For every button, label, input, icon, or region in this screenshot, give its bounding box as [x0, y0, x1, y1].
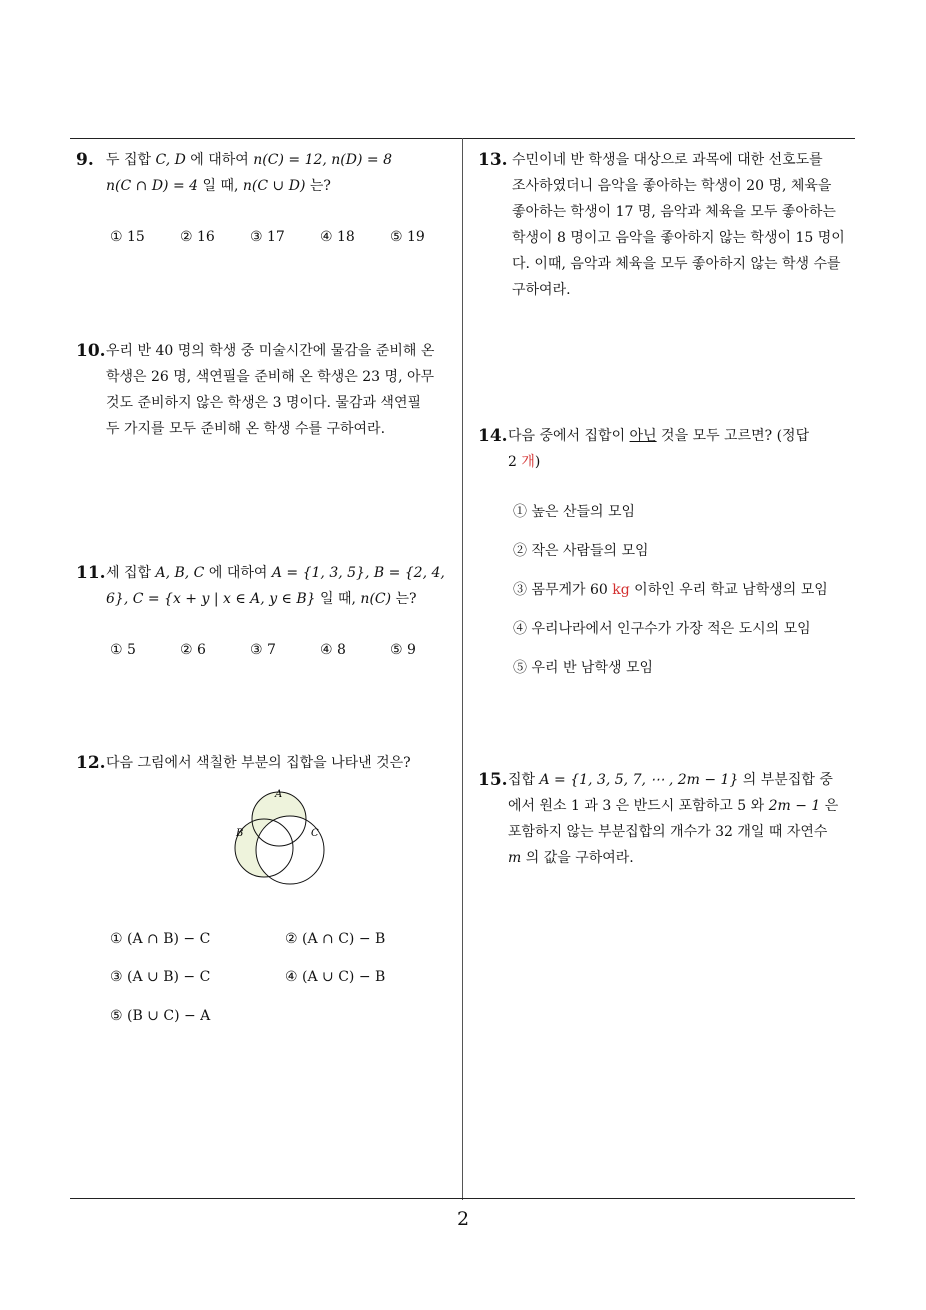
q12-options: [110, 931, 450, 1031]
answer-option[interactable]: ④ (A ∪ C) − B: [285, 969, 386, 985]
question-line: n(C ∩ D) = 4 일 때, n(C ∪ D) 는?: [106, 178, 331, 194]
answer-option[interactable]: ① 15: [110, 229, 145, 245]
question-12: [76, 750, 456, 776]
answer-option[interactable]: ④ 18: [320, 229, 355, 245]
venn-label-a: A: [275, 789, 283, 800]
question-number: 15.: [478, 770, 508, 790]
answer-option[interactable]: ③ 17: [250, 229, 285, 245]
question-line: 에서 원소 1 과 3 은 반드시 포함하고 5 와 2m − 1 은: [508, 798, 839, 814]
question-line: 우리 반 40 명의 학생 중 미술시간에 물감을 준비해 온: [106, 343, 435, 359]
answer-option[interactable]: ⑤ (B ∪ C) − A: [110, 1008, 211, 1024]
venn-label-b: B: [236, 828, 244, 839]
answer-option[interactable]: ① 높은 산들의 모임: [513, 504, 636, 520]
answer-option[interactable]: ④ 우리나라에서 인구수가 가장 적은 도시의 모임: [513, 621, 811, 637]
answer-option[interactable]: ① 5: [110, 642, 136, 658]
question-line: 2 개): [508, 454, 541, 470]
question-line: 다음 그림에서 색칠한 부분의 집합을 나타낸 것은?: [106, 755, 411, 771]
question-line: 조사하였더니 음악을 좋아하는 학생이 20 명, 체육을: [512, 178, 832, 194]
question-line: 수민이네 반 학생을 대상으로 과목에 대한 선호도를: [512, 152, 823, 168]
answer-option[interactable]: ② 16: [180, 229, 215, 245]
question-line: 세 집합 A, B, C 에 대하여 A = {1, 3, 5}, B = {2, 4,: [106, 565, 445, 581]
question-line: 좋아하는 학생이 17 명, 음악과 체육을 모두 좋아하는: [512, 204, 836, 220]
question-9: [76, 147, 456, 199]
question-13: [478, 147, 858, 303]
answer-option[interactable]: ② (A ∩ C) − B: [285, 931, 386, 947]
question-number: 12.: [76, 753, 106, 773]
q14-options: [513, 502, 828, 697]
question-line: 학생이 8 명이고 음악을 좋아하지 않는 학생이 15 명이: [512, 230, 845, 246]
question-number: 9.: [76, 150, 94, 170]
answer-option[interactable]: ② 6: [180, 642, 206, 658]
question-number: 13.: [478, 150, 508, 170]
question-line: 포함하지 않는 부분집합의 개수가 32 개일 때 자연수: [508, 824, 828, 840]
question-10: [76, 338, 456, 442]
question-line: 학생은 26 명, 색연필을 준비해 온 학생은 23 명, 아무: [106, 369, 435, 385]
question-line: 다음 중에서 집합이 아닌 것을 모두 고르면? (정답: [508, 428, 810, 444]
answer-option[interactable]: ④ 8: [320, 642, 346, 658]
venn-diagram: [228, 784, 332, 886]
question-number: 10.: [76, 341, 106, 361]
column-divider: [462, 138, 463, 1200]
question-line: 다. 이때, 음악과 체육을 모두 좋아하지 않는 학생 수를: [512, 256, 841, 272]
answer-option[interactable]: ② 작은 사람들의 모임: [513, 543, 649, 559]
answer-option[interactable]: ⑤ 19: [390, 229, 425, 245]
question-11: [76, 560, 456, 612]
question-number: 14.: [478, 426, 508, 446]
bottom-rule: [70, 1198, 855, 1199]
question-line: 집합 A = {1, 3, 5, 7, ⋯ , 2m − 1} 의 부분집합 중: [508, 772, 833, 788]
venn-label-c: C: [311, 828, 319, 839]
question-line: 6}, C = {x + y | x ∈ A, y ∈ B} 일 때, n(C) 는?: [106, 591, 417, 607]
question-15: [478, 767, 858, 871]
answer-option[interactable]: ③ 7: [250, 642, 276, 658]
question-number: 11.: [76, 563, 106, 583]
answer-option[interactable]: ① (A ∩ B) − C: [110, 931, 211, 947]
question-line: 두 집합 C, D 에 대하여 n(C) = 12, n(D) = 8: [106, 152, 392, 168]
question-line: m 의 값을 구하여라.: [508, 850, 634, 866]
question-line: 것도 준비하지 않은 학생은 3 명이다. 물감과 색연필: [106, 395, 421, 411]
question-line: 두 가지를 모두 준비해 온 학생 수를 구하여라.: [106, 421, 386, 437]
answer-option[interactable]: ⑤ 우리 반 남학생 모임: [513, 660, 653, 676]
question-line: 구하여라.: [512, 282, 571, 298]
answer-option[interactable]: ⑤ 9: [390, 642, 416, 658]
answer-option[interactable]: ③ 몸무게가 60 kg 이하인 우리 학교 남학생의 모임: [513, 582, 828, 598]
question-14: [478, 423, 858, 475]
answer-option[interactable]: ③ (A ∪ B) − C: [110, 969, 211, 985]
page-number: 2: [456, 1208, 470, 1230]
